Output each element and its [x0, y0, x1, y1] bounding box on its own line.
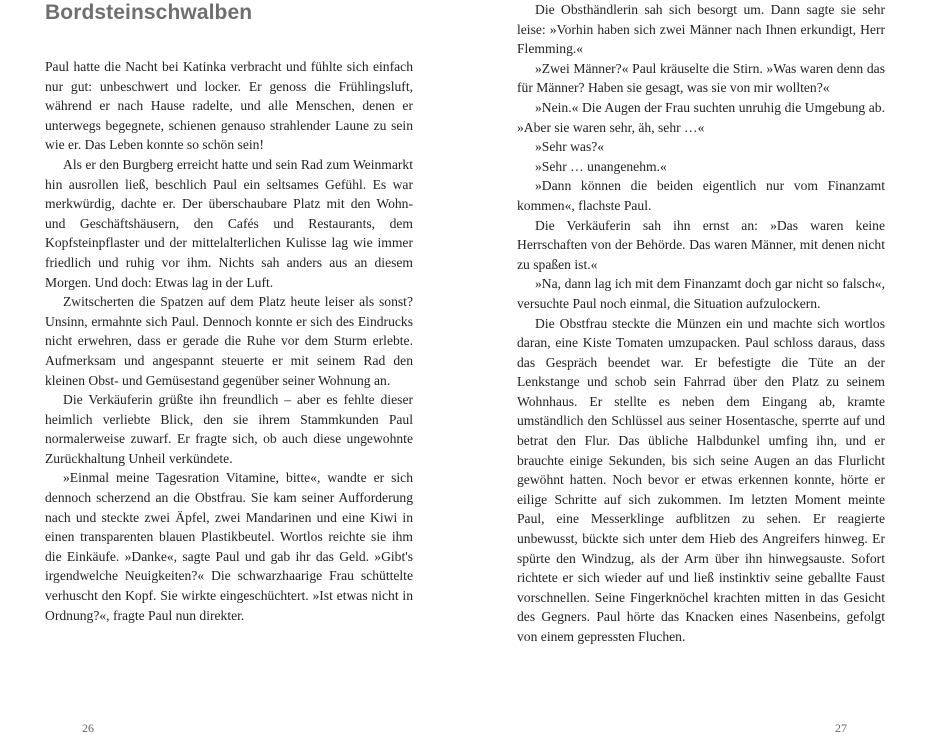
paragraph: »Nein.« Die Augen der Frau suchten unruhig die Umgebung ab. »Aber sie waren sehr, äh, sehr …« [517, 99, 885, 135]
paragraph: Die Verkäuferin grüßte ihn freundlich – aber es fehlte dieser heimlich verliebte Blick, den sie ihrem Stammkunden Paul normalerweise zuwarf. Er fragte sich, ob auch diese ungewohnte Zurückhaltung Unheil verkündete. [45, 392, 413, 466]
chapter-title: Bordsteinschwalben [45, 1, 253, 24]
left-page-text [45, 57, 413, 625]
paragraph: »Sehr was?« [535, 139, 605, 155]
paragraph: »Zwei Männer?« Paul kräuselte die Stirn. »Was waren denn das für Männer? Haben sie gesagt, was sie von mir wollten?« [517, 60, 885, 96]
paragraph: »Dann können die beiden eigentlich nur vom Finanzamt kommen«, flachste Paul. [517, 178, 885, 213]
paragraph: Als er den Burgberg erreicht hatte und sein Rad zum Weinmarkt hin ausrollen ließ, beschlich Paul ein seltsames Gefühl. Es war merkwürdig, dachte er. Der überschaubare Platz mit den Wohn- und Geschäftshäusern, den Cafés und Restaurants, dem Kopfsteinpflaster und der mittelalterlichen Kulisse lag wie immer friedlich und ruhig vor ihm. Nichts sah anders aus an diesem Morgen. Und doch: Etwas lag in der Luft. [45, 156, 413, 290]
page-number-right: 27 [835, 721, 847, 735]
paragraph: »Sehr … unangenehm.« [535, 158, 667, 174]
page-number-left: 26 [82, 721, 94, 735]
paragraph: »Na, dann lag ich mit dem Finanzamt doch gar nicht so falsch«, versuchte Paul noch einmal, die Situation aufzulockern. [517, 276, 885, 311]
paragraph: Die Obsthändlerin sah sich besorgt um. Dann sagte sie sehr leise: »Vorhin haben sich zwei Männer nach Ihnen erkundigt, Herr Flemming.« [517, 2, 885, 57]
paragraph: Die Obstfrau steckte die Münzen ein und machte sich wortlos daran, eine Kiste Tomaten umzupacken. Paul schloss daraus, dass das Gespräch beendet war. Er befestigte die Tüte an der Lenkstange und schob sein Fahrrad über den Platz zu seinem Wohnhaus. Er stellte es neben dem Eingang ab, kramte umständlich den Schlüssel aus seiner Hosentasche, sperrte auf und betrat den Flur. Das übliche Halbdunkel umfing ihn, und er brauchte einige Sekunden, bis sich seine Augen an das Flurlicht gewöhnt hatten. Noch bevor er etwas erkennen konnte, hörte er eilige Schritte auf sich zukommen. Im letzten Moment meinte Paul, eine Messerklinge aufblitzen zu sehen. Er reagierte unbewusst, bückte sich unter dem Hieb des Angreifers hinweg. Er spürte den Windzug, als der Arm über ihn hinwegsauste. Sofort richtete er sich wieder auf und ließ instinktiv seine geballte Faust vorschnellen. Seine Fingerknöchel krachten mitten in das Gesicht des Gegners. Paul hörte das Knacken eines Nasenbeins, gefolgt von einem gepressten Fluchen. [517, 315, 885, 644]
paragraph: Zwitscherten die Spatzen auf dem Platz heute leiser als sonst? Unsinn, ermahnte sich Paul. Dennoch konnte er sich des Eindrucks nicht erwehren, dass er gerade die Ruhe vor dem Sturm erlebte. Aufmerksam und angespannt steuerte er mit seinem Rad den kleinen Obst- und Gemüsestand gegenüber seiner Wohnung an. [45, 294, 413, 388]
right-page [517, 0, 885, 744]
left-page [45, 0, 413, 744]
paragraph: »Einmal meine Tagesration Vitamine, bitte«, wandte er sich dennoch scherzend an die Obstfrau. Sie kam seiner Aufforderung nach und steckte zwei Äpfel, zwei Mandarinen und eine Kiwi in einen transparenten blauen Plastikbeutel. Wortlos reichte sie ihm die Einkäufe. »Danke«, sagte Paul und gab ihr das Geld. »Gibt's irgendwelche Neuigkeiten?« Die schwarzhaarige Frau schüttelte verhuscht den Kopf. Sie wirkte eingeschüchtert. »Ist etwas nicht in Ordnung?«, fragte Paul nun direkter. [45, 470, 413, 623]
paragraph: Paul hatte die Nacht bei Katinka verbracht und fühlte sich einfach nur gut: unbeschwert und locker. Er genoss die Frühlingsluft, während er nach Hause radelte, und alle Menschen, denen er unterwegs begegnete, schienen genauso strahlender Laune zu sein wie er. Das Leben konnte so schön sein! [45, 59, 413, 153]
right-page-text [517, 0, 885, 647]
paragraph: Die Verkäuferin sah ihn ernst an: »Das waren keine Herrschaften von der Behörde. Das waren Männer, mit denen nicht zu spaßen ist.« [517, 217, 885, 272]
